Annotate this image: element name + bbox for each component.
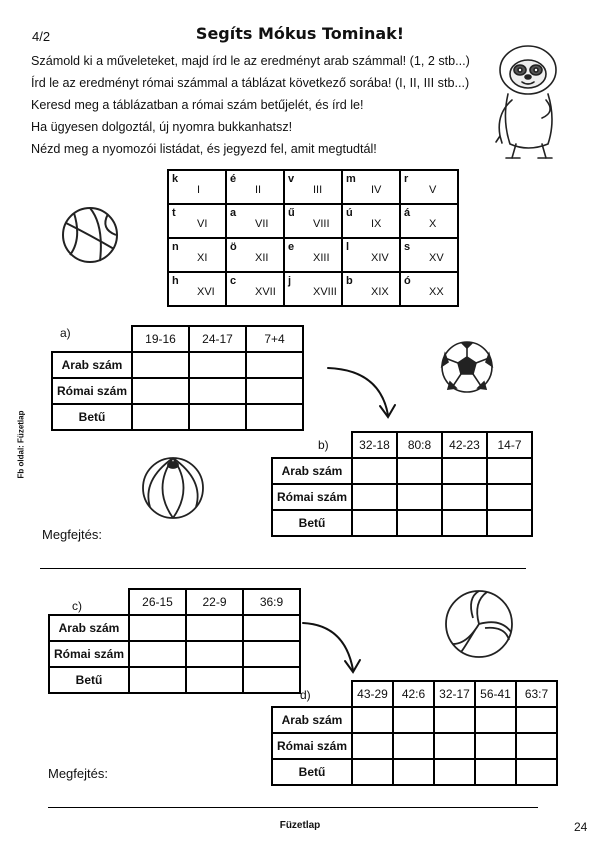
exercise-d-label: d) xyxy=(300,688,311,702)
answer-cell[interactable] xyxy=(434,759,475,785)
answer-cell[interactable] xyxy=(246,404,303,430)
row-label-arab: Arab szám xyxy=(272,458,352,484)
row-label-arab: Arab szám xyxy=(272,707,352,733)
operation-cell: 80:8 xyxy=(397,432,442,458)
answer-cell[interactable] xyxy=(129,615,186,641)
exercise-d-table xyxy=(271,680,558,786)
operation-cell: 63:7 xyxy=(516,681,557,707)
lookup-cell: a VII xyxy=(226,204,284,238)
answer-cell[interactable] xyxy=(246,378,303,404)
lookup-cell: ú IX xyxy=(342,204,400,238)
instruction-1: Számold ki a műveleteket, majd írd le az eredményt arab számmal! (1, 2 stb...) xyxy=(31,54,470,68)
operation-cell: 56-41 xyxy=(475,681,516,707)
answer-cell[interactable] xyxy=(352,484,397,510)
row-label-letter: Betű xyxy=(49,667,129,693)
operation-cell: 22-9 xyxy=(186,589,243,615)
beach-ball-icon xyxy=(140,455,206,521)
answer-cell[interactable] xyxy=(246,352,303,378)
answer-cell[interactable] xyxy=(393,733,434,759)
lookup-cell: b XIX xyxy=(342,272,400,306)
footer-brand: Füzetlap xyxy=(279,820,321,831)
row-label-letter: Betű xyxy=(272,759,352,785)
lookup-cell: ű VIII xyxy=(284,204,342,238)
answer-cell[interactable] xyxy=(129,641,186,667)
sloth-illustration xyxy=(486,40,576,165)
lookup-cell: s XV xyxy=(400,238,458,272)
solution-label-2: Megfejtés: xyxy=(48,766,108,781)
roman-letter-table xyxy=(167,169,459,307)
answer-cell[interactable] xyxy=(352,510,397,536)
answer-cell[interactable] xyxy=(186,641,243,667)
exercise-b-table xyxy=(271,431,533,537)
row-label-letter: Betű xyxy=(52,404,132,430)
answer-cell[interactable] xyxy=(352,733,393,759)
answer-cell[interactable] xyxy=(186,615,243,641)
exercise-a-table xyxy=(51,325,304,431)
answer-cell[interactable] xyxy=(475,733,516,759)
operation-cell: 42:6 xyxy=(393,681,434,707)
answer-cell[interactable] xyxy=(352,458,397,484)
operation-cell: 19-16 xyxy=(132,326,189,352)
answer-cell[interactable] xyxy=(132,352,189,378)
answer-cell[interactable] xyxy=(189,378,246,404)
operation-cell: 14-7 xyxy=(487,432,532,458)
side-text: Fb oldal: Füzetlap xyxy=(16,410,26,479)
answer-cell[interactable] xyxy=(189,404,246,430)
lookup-cell: j XVIII xyxy=(284,272,342,306)
page-title: Segíts Mókus Tominak! xyxy=(195,24,405,43)
answer-cell[interactable] xyxy=(393,759,434,785)
arrow-icon xyxy=(325,360,405,425)
basketball-icon xyxy=(60,205,120,265)
instruction-2: Írd le az eredményt római számmal a táblázat következő sorába! (I, II, III stb...) xyxy=(31,76,470,90)
volleyball-icon xyxy=(443,588,515,660)
lookup-cell: r V xyxy=(400,170,458,204)
answer-cell[interactable] xyxy=(393,707,434,733)
answer-cell[interactable] xyxy=(434,707,475,733)
lookup-cell: é II xyxy=(226,170,284,204)
solution-label-1: Megfejtés: xyxy=(42,527,102,542)
lookup-cell: ó XX xyxy=(400,272,458,306)
answer-cell[interactable] xyxy=(442,484,487,510)
answer-cell[interactable] xyxy=(189,352,246,378)
exercise-c-label: c) xyxy=(72,599,82,613)
lookup-cell: m IV xyxy=(342,170,400,204)
answer-cell[interactable] xyxy=(487,458,532,484)
blank-cell xyxy=(272,681,352,707)
lookup-cell: v III xyxy=(284,170,342,204)
page-number: 24 xyxy=(574,820,588,834)
answer-cell[interactable] xyxy=(516,759,557,785)
answer-cell[interactable] xyxy=(132,404,189,430)
operation-cell: 32-17 xyxy=(434,681,475,707)
answer-cell[interactable] xyxy=(352,759,393,785)
answer-cell[interactable] xyxy=(516,733,557,759)
lookup-cell: t VI xyxy=(168,204,226,238)
answer-cell[interactable] xyxy=(132,378,189,404)
row-label-roman: Római szám xyxy=(52,378,132,404)
instruction-5: Nézd meg a nyomozói listádat, és jegyezd fel, amit megtudtál! xyxy=(31,142,377,156)
answer-cell[interactable] xyxy=(129,667,186,693)
operation-cell: 42-23 xyxy=(442,432,487,458)
answer-cell[interactable] xyxy=(442,510,487,536)
operation-cell: 43-29 xyxy=(352,681,393,707)
answer-cell[interactable] xyxy=(397,484,442,510)
answer-cell[interactable] xyxy=(475,759,516,785)
arrow-icon xyxy=(300,615,365,680)
answer-cell[interactable] xyxy=(243,615,300,641)
lookup-cell: h XVI xyxy=(168,272,226,306)
row-label-roman: Római szám xyxy=(272,733,352,759)
instruction-4: Ha ügyesen dolgoztál, új nyomra bukkanhatsz! xyxy=(31,120,293,134)
operation-cell: 32-18 xyxy=(352,432,397,458)
blank-cell xyxy=(52,326,132,352)
operation-cell: 36:9 xyxy=(243,589,300,615)
answer-cell[interactable] xyxy=(487,484,532,510)
answer-cell[interactable] xyxy=(442,458,487,484)
page-label: 4/2 xyxy=(32,29,51,44)
row-label-roman: Római szám xyxy=(49,641,129,667)
lookup-cell: l XIV xyxy=(342,238,400,272)
soccer-ball-icon xyxy=(440,340,494,394)
solution-line-1[interactable] xyxy=(40,568,526,569)
exercise-a-label: a) xyxy=(60,326,71,340)
lookup-cell: n XI xyxy=(168,238,226,272)
exercise-b-label: b) xyxy=(318,438,329,452)
row-label-roman: Római szám xyxy=(272,484,352,510)
answer-cell[interactable] xyxy=(186,667,243,693)
solution-line-2[interactable] xyxy=(48,807,538,808)
blank-cell xyxy=(272,432,352,458)
answer-cell[interactable] xyxy=(397,510,442,536)
lookup-cell: k I xyxy=(168,170,226,204)
row-label-arab: Arab szám xyxy=(49,615,129,641)
lookup-cell: á X xyxy=(400,204,458,238)
operation-cell: 24-17 xyxy=(189,326,246,352)
exercise-c-table xyxy=(48,588,301,694)
lookup-cell: ö XII xyxy=(226,238,284,272)
row-label-arab: Arab szám xyxy=(52,352,132,378)
lookup-cell: e XIII xyxy=(284,238,342,272)
answer-cell[interactable] xyxy=(434,733,475,759)
answer-cell[interactable] xyxy=(516,707,557,733)
answer-cell[interactable] xyxy=(243,641,300,667)
answer-cell[interactable] xyxy=(487,510,532,536)
operation-cell: 7+4 xyxy=(246,326,303,352)
answer-cell[interactable] xyxy=(352,707,393,733)
blank-cell xyxy=(49,589,129,615)
instruction-3: Keresd meg a táblázatban a római szám betűjelét, és írd le! xyxy=(31,98,364,112)
operation-cell: 26-15 xyxy=(129,589,186,615)
row-label-letter: Betű xyxy=(272,510,352,536)
answer-cell[interactable] xyxy=(475,707,516,733)
lookup-cell: c XVII xyxy=(226,272,284,306)
answer-cell[interactable] xyxy=(397,458,442,484)
